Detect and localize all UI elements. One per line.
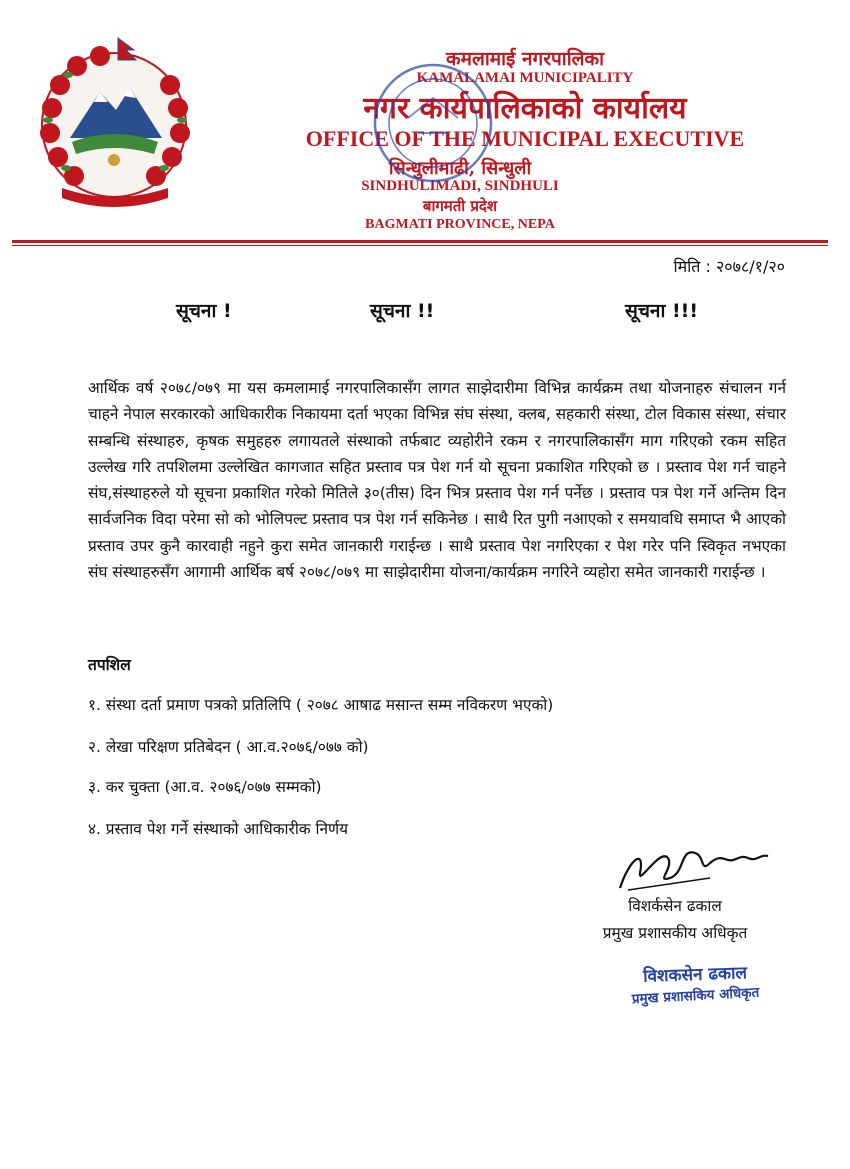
office-stamp-icon bbox=[368, 58, 498, 188]
list-item: १. संस्था दर्ता प्रमाण पत्रको प्रतिलिपि ( २०७८ आषाढ मसान्त सम्म नविकरण भएको) bbox=[88, 696, 554, 714]
date-line: मिति : २०७८/१/२० bbox=[673, 257, 785, 276]
province-np: बागमती प्रदेश bbox=[422, 197, 498, 215]
letterhead-divider-thin bbox=[12, 245, 828, 246]
province-en: BAGMATI PROVINCE, NEPA bbox=[365, 217, 555, 232]
seal-title: प्रमुख प्रशासकिय अधिकृत bbox=[631, 984, 760, 1008]
notice-body: आर्थिक वर्ष २०७८/०७९ मा यस कमलामाई नगरपालिकासँग लागत साझेदारीमा विभिन्न कार्यक्रम तथा योजनाहरु संचालन गर्न चाहने नेपाल सरकारको आधिकारीक निकायमा दर्ता भएका विभिन्न संघ संस्था, क्लब, सहकारी संस्था, टोल विकास संस्था, संचार सम्बन्धि संस्थाहरु, कृषक समुहहरु लगायतले संस्थाको तर्फबाट व्यहोरीने रकम र नगरपालिकासँग माग गरिएको रकम सहित उल्लेख गरि तपशिलमा उल्लेखित कागजात सहित प्रस्ताव पत्र पेश गर्न यो सूचना प्रकाशित गरिएको छ । प्रस्ताव पेश गर्न चाहने संघ,संस्थाहरुले यो सूचना प्रकाशित गरेको मितिले ३०(तीस) दिन भित्र प्रस्ताव पेश गर्न पर्नेछ । प्रस्ताव पत्र पेश गर्ने अन्तिम दिन सार्वजनिक विदा परेमा सो को भोलिपल्ट प्रस्ताव पत्र पेश गर्न सकिनेछ । साथै रित पुगी नआएको र समयावधि समाप्त भै आएको प्रस्ताव उपर कुनै कारवाही नहुने कुरा समेत जानकारी गराईन्छ । साथै प्रस्ताव पेश नगरिएका र पेश गरेर पनि स्विकृत नभएका संघ संस्थाहरुसँग आगामी आर्थिक बर्ष २०७८/०७९ मा साझेदारीमा योजना/कार्यक्रम नगरिने व्यहोरा समेत जानकारी गराईन्छ । bbox=[88, 379, 786, 582]
office-name-en: OFFICE OF THE MUNICIPAL EXECUTIVE bbox=[305, 126, 745, 151]
notice-heading-2: सूचना !! bbox=[370, 300, 435, 322]
list-item: ३. कर चुक्ता (आ.व. २०७६/०७७ सम्मको) bbox=[88, 778, 322, 796]
municipality-name-en: KAMALAMAI MUNICIPALITY bbox=[416, 70, 634, 86]
signer-name: विशर्कसेन ढकाल bbox=[628, 897, 722, 915]
notice-heading-3: सूचना !!! bbox=[625, 300, 698, 322]
list-item: २. लेखा परिक्षण प्रतिबेदन ( आ.व.२०७६/०७७ को) bbox=[88, 738, 369, 756]
seal-name: विशकसेन ढकाल bbox=[642, 963, 748, 987]
signature-icon bbox=[610, 828, 775, 898]
municipality-name-np: कमलामाई नगरपालिका bbox=[445, 48, 605, 70]
list-item: ४. प्रस्ताव पेश गर्ने संस्थाको आधिकारीक निर्णय bbox=[88, 820, 349, 838]
place-en: SINDHULIMADI, SINDHULI bbox=[361, 178, 559, 194]
tapashil-heading: तपशिल bbox=[88, 656, 131, 674]
signer-title: प्रमुख प्रशासकीय अधिकृत bbox=[602, 924, 748, 942]
place-np: सिन्धुलीमाढी, सिन्धुली bbox=[388, 158, 532, 179]
notice-heading-1: सूचना ! bbox=[176, 300, 232, 322]
letterhead bbox=[0, 0, 850, 250]
letterhead-divider bbox=[12, 240, 828, 243]
nepal-emblem-icon bbox=[22, 30, 222, 215]
office-name-np: नगर कार्यपालिकाको कार्यालय bbox=[363, 91, 687, 126]
